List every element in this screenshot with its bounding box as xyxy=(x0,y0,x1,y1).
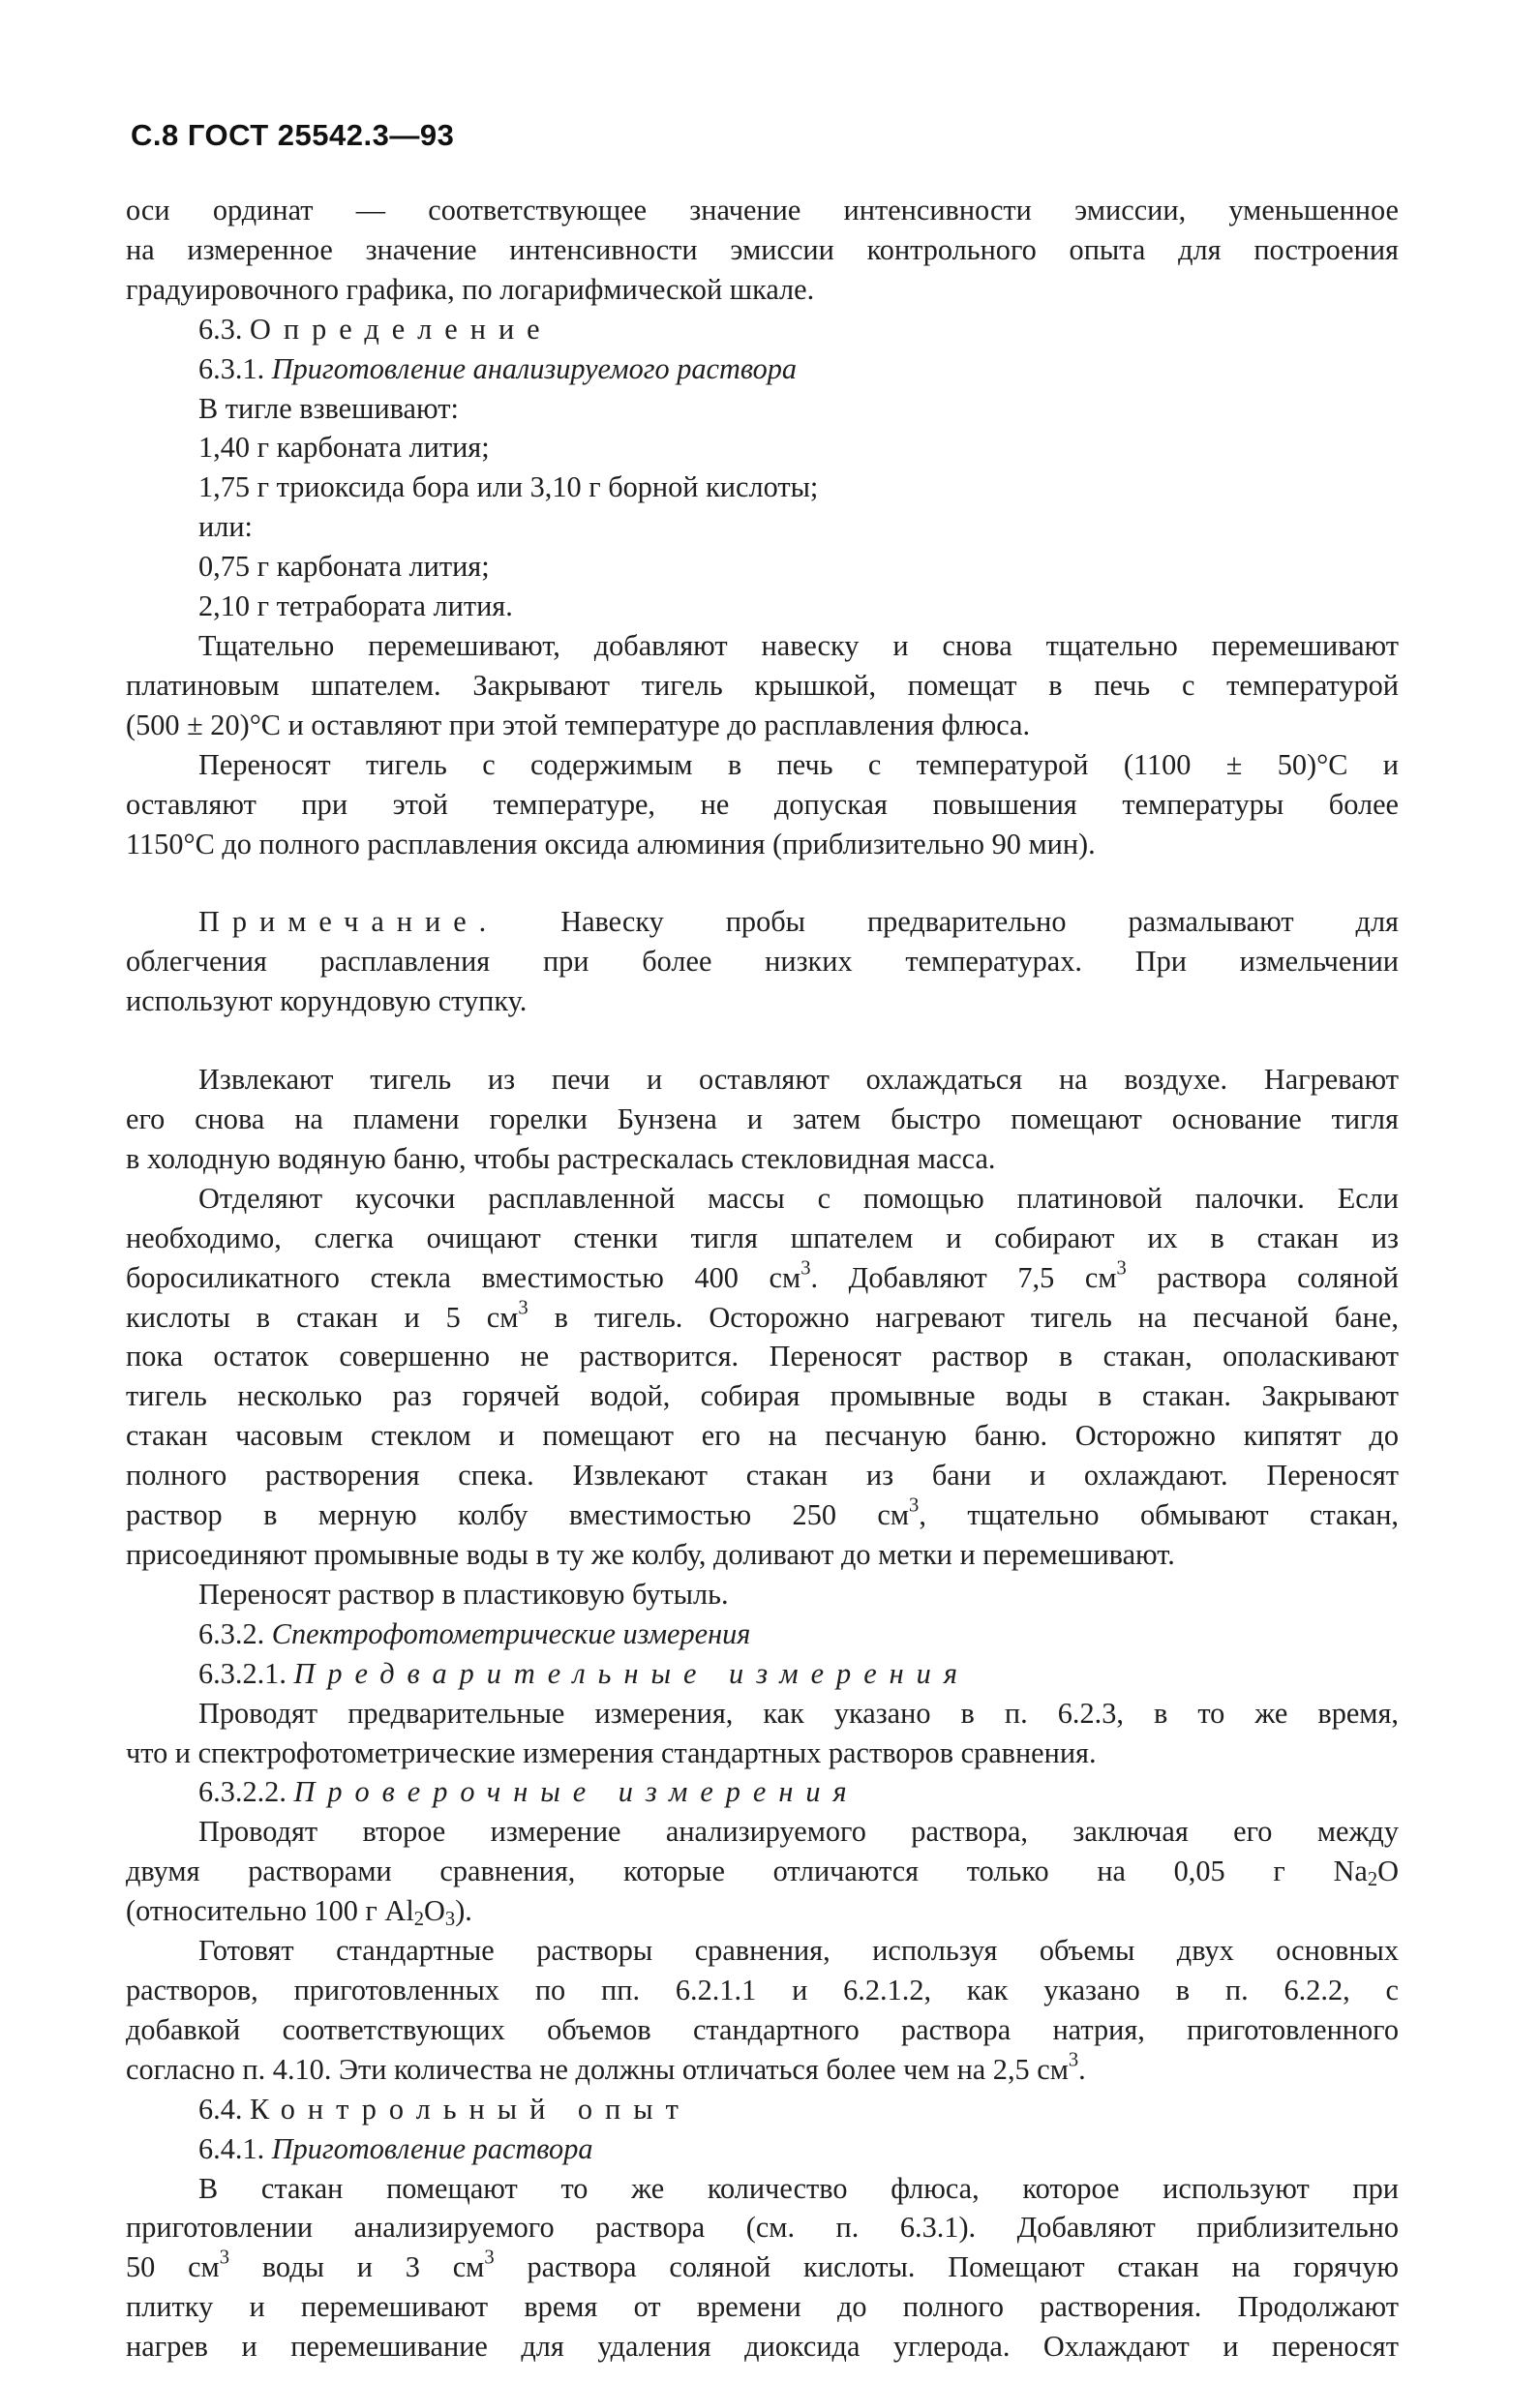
text-line xyxy=(126,2327,1399,2367)
page-body xyxy=(126,191,1400,2367)
text-run: растворов, приготовленных по пп. 6.2.1.1 и 6.2.1.2, как указано в п. 6.2.2, с xyxy=(126,1973,1399,2006)
text-line xyxy=(126,1535,1399,1575)
text-run: . Добавляют 7,5 см xyxy=(810,1260,1117,1294)
text-run: необходимо, слегка очищают стенки тигля шпателем и собирают их в стакан из xyxy=(126,1221,1399,1254)
text-run: оси ординат — соответствующее значение интенсивности эмиссии, уменьшенное xyxy=(126,194,1399,226)
text-run: используют корундовую ступку. xyxy=(126,984,528,1018)
spacer xyxy=(198,863,1399,902)
text-run: 50 см xyxy=(126,2250,220,2284)
list-item: 1,40 г карбоната лития; xyxy=(198,431,490,465)
text-run: . xyxy=(1078,2052,1086,2086)
section-title: Определение xyxy=(250,312,553,346)
spacer xyxy=(198,1021,1399,1060)
text-line xyxy=(198,1060,1399,1100)
list-item: 1,75 г триоксида бора или 3,10 г борной кислоты; xyxy=(198,470,819,504)
text-run: в тигель. Осторожно нагревают тигель на песчаной бане, xyxy=(528,1300,1399,1334)
section-number: 6.3.2. xyxy=(198,1616,265,1650)
text-run: кислоты в стакан и 5 см xyxy=(126,1300,519,1334)
text-line xyxy=(198,1812,1399,1852)
text-line xyxy=(198,1694,1399,1734)
section-number: 6.3.1. xyxy=(198,351,265,385)
note-label: Примечание. xyxy=(198,905,499,939)
note-line xyxy=(126,981,1399,1021)
text-line xyxy=(198,2169,1399,2209)
text-run: Проводят предварительные измерения, как указано в п. 6.2.3, в то же время, xyxy=(198,1696,1399,1730)
text-line xyxy=(126,1337,1399,1376)
superscript: 3 xyxy=(800,1257,811,1280)
text-run: пока остаток совершенно не растворится. Переносят раствор в стакан, ополаскивают xyxy=(126,1340,1399,1373)
text-run: согласно п. 4.10. Эти количества не должны отличаться более чем на 2,5 см xyxy=(126,2052,1069,2086)
text-run: в холодную водяную баню, чтобы растрескалась стекловидная масса. xyxy=(126,1141,996,1175)
text-run: Проводят второе измерение анализируемого раствора, заключая его между xyxy=(198,1815,1399,1849)
text-line xyxy=(198,745,1399,785)
list-item: или: xyxy=(198,510,253,544)
text-line xyxy=(126,270,1399,310)
text-run: присоединяют промывные воды в ту же колбу, доливают до метки и перемешивают. xyxy=(126,1538,1175,1571)
section-title: Предварительные измерения xyxy=(293,1656,970,1690)
text-run: полного растворения спека. Извлекают стакан из бани и охлаждают. Переносят xyxy=(126,1459,1399,1493)
section-heading-6-3 xyxy=(198,310,1399,349)
list-item: 0,75 г карбоната лития; xyxy=(198,550,490,584)
text-line xyxy=(126,1298,1399,1338)
section-title: Проверочные измерения xyxy=(293,1775,860,1809)
text-run: воды и 3 см xyxy=(229,2250,485,2284)
section-number: 6.4.1. xyxy=(198,2131,265,2165)
section-number: 6.3.2.1. xyxy=(198,1656,287,1690)
section-number: 6.3. xyxy=(198,312,243,346)
section-heading-6-4 xyxy=(198,2090,1399,2129)
text-run: двумя растворами сравнения, которые отличаются только на 0,05 г Na xyxy=(126,1855,1368,1888)
text-run: стакан часовым стеклом и помещают его на песчаную баню. Осторожно кипятят до xyxy=(126,1419,1399,1453)
text-line xyxy=(126,2208,1399,2247)
superscript: 3 xyxy=(484,2247,495,2269)
text-line xyxy=(126,1495,1399,1535)
text-line xyxy=(126,1139,1399,1179)
text-line xyxy=(126,230,1399,270)
section-heading-6-3-2-2 xyxy=(198,1772,1399,1812)
text-run: раствор в мерную колбу вместимостью 250 см xyxy=(126,1498,910,1532)
text-line xyxy=(126,191,1399,230)
text-run: градуировочного графика, по логарифмической шкале. xyxy=(126,272,815,306)
text-line xyxy=(198,626,1399,666)
section-title: Контрольный опыт xyxy=(250,2092,691,2126)
text-line xyxy=(126,1734,1399,1773)
subscript: 2 xyxy=(413,1909,425,1931)
text-run: 1150°С до полного расплавления оксида алюминия (приблизительно 90 мин). xyxy=(126,827,1096,860)
text-run: Отделяют кусочки расплавленной массы с помощью платиновой палочки. Если xyxy=(198,1181,1399,1215)
text-line: Переносят раствор в пластиковую бутыль. xyxy=(198,1577,729,1611)
superscript: 3 xyxy=(518,1297,528,1319)
text-run: раствора соляной xyxy=(1126,1260,1399,1294)
text-line xyxy=(198,1179,1399,1219)
text-run: , тщательно обмывают стакан, xyxy=(919,1498,1400,1532)
text-line xyxy=(126,1100,1399,1139)
text-run: Тщательно перемешивают, добавляют навеску и снова тщательно перемешивают xyxy=(198,628,1399,662)
text-run: на измеренное значение интенсивности эмиссии контрольного опыта для построения xyxy=(126,232,1399,266)
note-line xyxy=(198,902,1399,942)
section-number: 6.3.2.2. xyxy=(198,1775,287,1809)
text-run: ). xyxy=(455,1894,472,1928)
text-run: O xyxy=(424,1894,445,1928)
text-line xyxy=(126,1971,1399,2010)
text-run: боросиликатного стекла вместимостью 400 см xyxy=(126,1260,801,1294)
superscript: 3 xyxy=(219,2247,230,2269)
page-header: С.8 ГОСТ 25542.3—93 xyxy=(131,118,455,152)
text-run: Извлекают тигель из печи и оставляют охлаждаться на воздухе. Нагревают xyxy=(198,1063,1399,1097)
text-run: оставляют при этой температуре, не допуская повышения температуры более xyxy=(126,787,1399,821)
text-run: плитку и перемешивают время от времени до полного растворения. Продолжают xyxy=(126,2290,1399,2324)
section-number: 6.4. xyxy=(198,2092,243,2126)
text-line xyxy=(126,706,1399,745)
list-item: 2,10 г тетрабората лития. xyxy=(198,589,513,623)
superscript: 3 xyxy=(1116,1257,1127,1280)
text-line: В тигле взвешивают: xyxy=(198,391,459,425)
text-run: Переносят тигель с содержимым в печь с температурой (1100 ± 50)°С и xyxy=(198,747,1399,781)
text-line xyxy=(126,785,1399,825)
superscript: 3 xyxy=(1068,2049,1079,2071)
text-line xyxy=(126,2010,1399,2050)
text-run: его снова на пламени горелки Бунзена и затем быстро помещают основание тигля xyxy=(126,1102,1399,1136)
text-line xyxy=(126,666,1399,706)
text-run: раствора соляной кислоты. Помещают стакан на горячую xyxy=(494,2250,1399,2284)
text-line xyxy=(126,1376,1399,1416)
text-run: нагрев и перемешивание для удаления диоксида углерода. Охлаждают и переносят xyxy=(126,2330,1399,2364)
section-heading-6-3-2-1 xyxy=(198,1654,1399,1694)
text-line xyxy=(126,1258,1399,1298)
subscript: 3 xyxy=(444,1909,456,1931)
section-heading-6-3-1 xyxy=(198,349,1399,389)
text-line xyxy=(126,1416,1399,1456)
text-line xyxy=(126,2050,1399,2090)
text-run: платиновым шпателем. Закрывают тигель крышкой, помещат в печь с температурой xyxy=(126,668,1399,702)
text-run: тигель несколько раз горячей водой, собирая промывные воды в стакан. Закрывают xyxy=(126,1379,1399,1413)
text-run: O xyxy=(1377,1855,1399,1888)
text-run: приготовлении анализируемого раствора (см. п. 6.3.1). Добавляют приблизительно xyxy=(126,2211,1399,2245)
note-line xyxy=(126,942,1399,981)
text-line xyxy=(126,1891,1399,1931)
subscript: 2 xyxy=(1367,1869,1378,1891)
text-line xyxy=(126,2287,1399,2327)
superscript: 3 xyxy=(909,1494,920,1517)
text-run: облегчения расплавления при более низких температурах. При измельчении xyxy=(126,945,1399,979)
text-line xyxy=(126,825,1399,864)
section-heading-6-3-2 xyxy=(198,1614,1399,1654)
section-title: Спектрофотометрические измерения xyxy=(271,1616,751,1650)
text-line xyxy=(126,2247,1399,2287)
text-run: В стакан помещают то же количество флюса, которое используют при xyxy=(198,2171,1399,2205)
text-run: Навеску пробы предварительно размалывают для xyxy=(560,905,1399,939)
section-title: Приготовление раствора xyxy=(271,2131,593,2165)
section-heading-6-4-1 xyxy=(198,2129,1399,2169)
text-line xyxy=(198,1931,1399,1971)
text-line xyxy=(126,1852,1399,1891)
text-run: (500 ± 20)°С и оставляют при этой температуре до расплавления флюса. xyxy=(126,708,1031,741)
text-line xyxy=(126,1219,1399,1258)
section-title: Приготовление анализируемого раствора xyxy=(271,351,798,385)
text-run: что и спектрофотометрические измерения стандартных растворов сравнения. xyxy=(126,1735,1097,1769)
text-line xyxy=(126,1456,1399,1495)
text-run: добавкой соответствующих объемов стандартного раствора натрия, приготовленного xyxy=(126,2012,1399,2046)
text-run: (относительно 100 г Al xyxy=(126,1894,414,1928)
text-run: Готовят стандартные растворы сравнения, используя объемы двух основных xyxy=(198,1934,1399,1968)
